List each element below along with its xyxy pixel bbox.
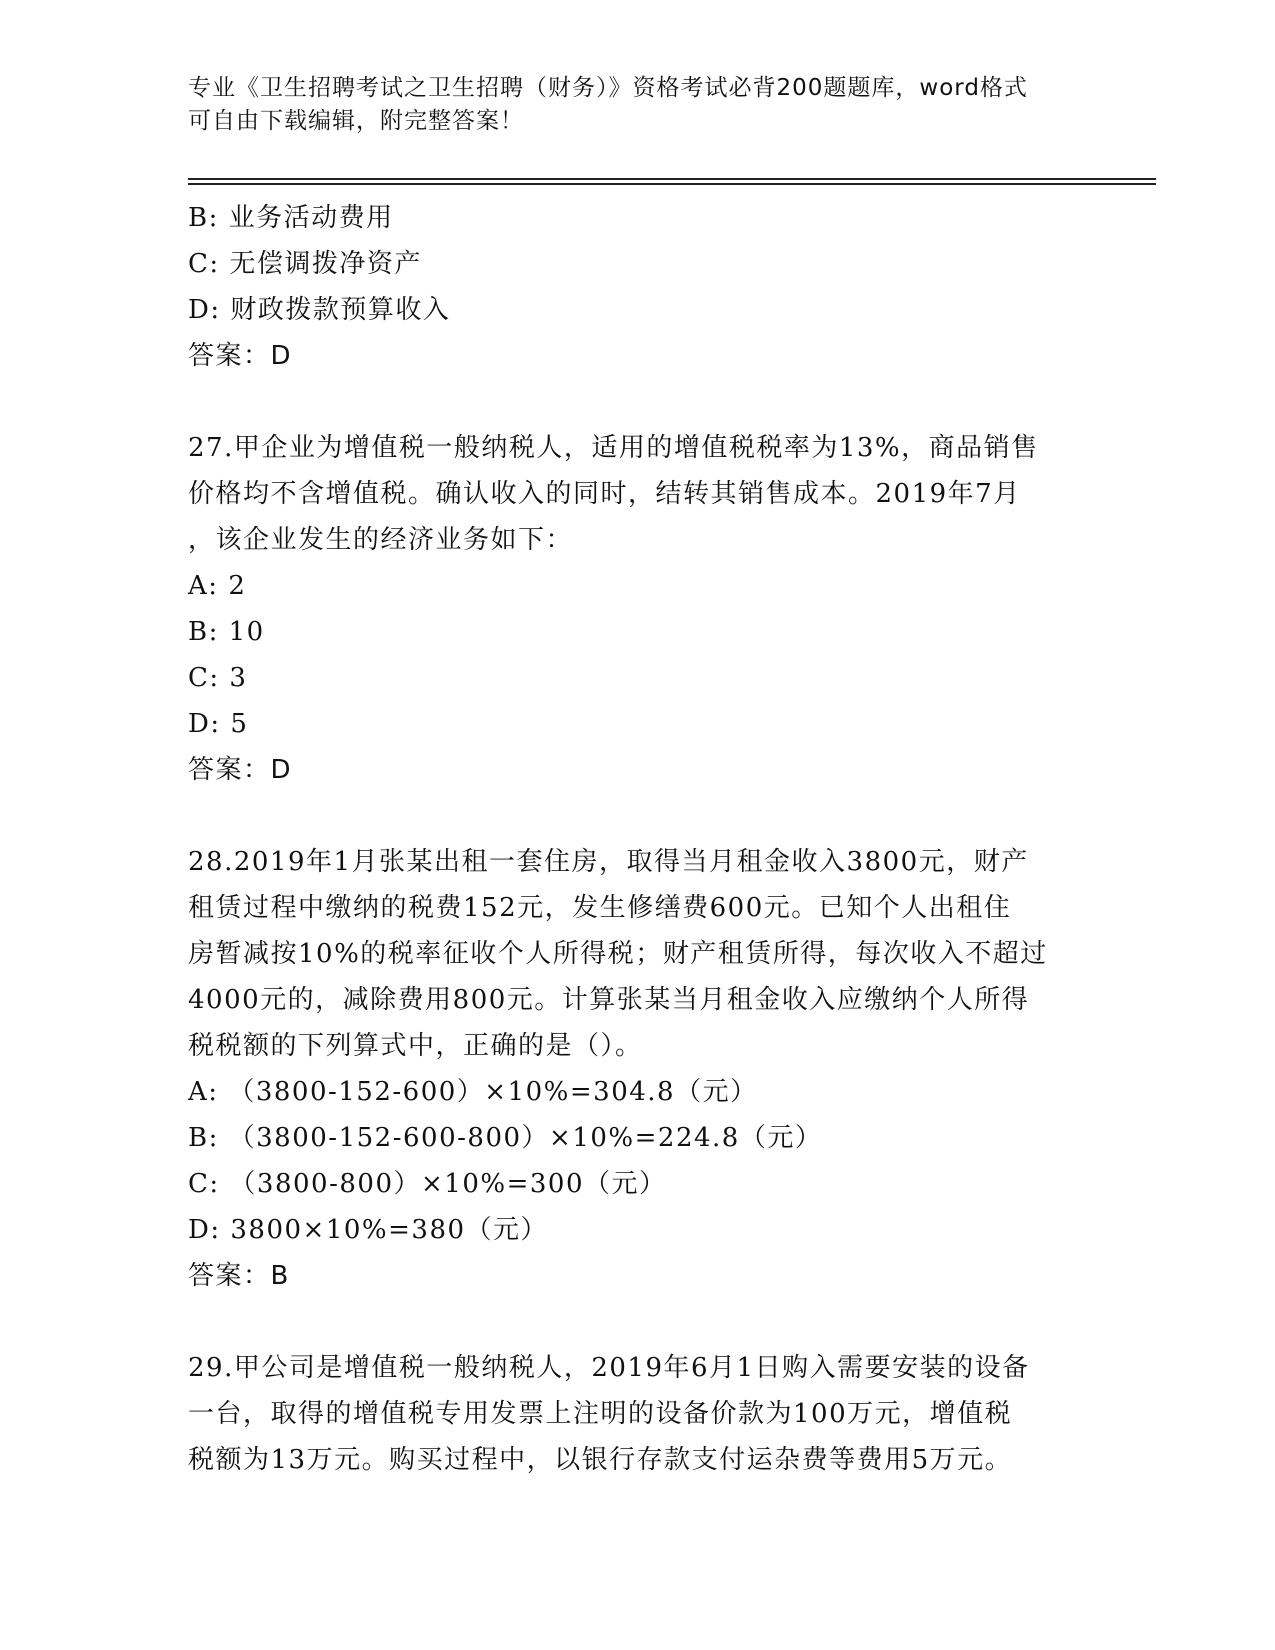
question-27 <box>188 425 1088 793</box>
option-label: C: <box>188 1169 220 1199</box>
question-stem-line: 一台，取得的增值税专用发票上注明的设备价款为100万元，增值税 <box>188 1399 1013 1429</box>
question-stem-line: 价格均不含增值税。确认收入的同时，结转其销售成本。2019年7月 <box>188 479 1021 509</box>
option-d <box>188 1207 1088 1253</box>
question-stem-line: 27.甲企业为增值税一般纳税人，适用的增值税税率为13%，商品销售 <box>188 433 1039 463</box>
option-label: D: <box>188 1215 221 1245</box>
option-text: （3800-152-600-800）×10%=224.8（元） <box>228 1123 823 1153</box>
question-29 <box>188 1345 1088 1483</box>
question-stem-line: 29.甲公司是增值税一般纳税人，2019年6月1日购入需要安装的设备 <box>188 1353 1030 1383</box>
option-label: C: <box>188 663 220 693</box>
option-text: 5 <box>230 709 249 739</box>
spacer <box>188 793 1088 839</box>
option-c <box>188 1161 1088 1207</box>
option-text: 3800×10%=380（元） <box>230 1215 549 1245</box>
option-b <box>188 195 1088 241</box>
option-text: 财政拨款预算收入 <box>230 295 451 325</box>
option-d <box>188 701 1088 747</box>
option-text: 业务活动费用 <box>228 203 394 233</box>
header-line-2: 可自由下载编辑，附完整答案！ <box>188 108 524 134</box>
option-c <box>188 241 1088 287</box>
option-b <box>188 1115 1088 1161</box>
header-rule-bottom <box>188 183 1156 185</box>
option-d <box>188 287 1088 333</box>
option-label: A: <box>188 1077 219 1107</box>
question-stem-line: ，该企业发生的经济业务如下： <box>188 525 574 555</box>
option-a <box>188 563 1088 609</box>
answer-line: 答案：D <box>188 755 293 785</box>
document-body <box>188 195 1088 1483</box>
header-line-1: 专业《卫生招聘考试之卫生招聘（财务）》资格考试必背200题题库，word格式 <box>188 75 1028 101</box>
question-stem-line: 税额为13万元。购买过程中，以银行存款支付运杂费等费用5万元。 <box>188 1445 1013 1475</box>
option-text: 3 <box>229 663 248 693</box>
option-text: （3800-800）×10%=300（元） <box>229 1169 667 1199</box>
option-a <box>188 1069 1088 1115</box>
spacer <box>188 1299 1088 1345</box>
option-label: B: <box>188 1123 219 1153</box>
option-text: 2 <box>228 571 247 601</box>
answer-line: 答案：B <box>188 1261 290 1291</box>
question-stem-line: 28.2019年1月张某出租一套住房，取得当月租金收入3800元，财产 <box>188 847 1029 877</box>
prev-question <box>188 195 1088 379</box>
option-text: 10 <box>228 617 265 647</box>
option-label: C: <box>188 249 220 279</box>
question-stem-line: 租赁过程中缴纳的税费152元，发生修缮费600元。已知个人出租住 <box>188 893 1012 923</box>
option-label: B: <box>188 617 219 647</box>
document-header <box>188 72 1078 138</box>
question-stem-line: 税税额的下列算式中，正确的是（）。 <box>188 1031 643 1061</box>
option-label: B: <box>188 203 219 233</box>
question-stem-line: 房暂减按10%的税率征收个人所得税；财产租赁所得，每次收入不超过 <box>188 939 1048 969</box>
header-rule-top <box>188 178 1156 180</box>
option-label: D: <box>188 295 221 325</box>
question-28 <box>188 839 1088 1299</box>
spacer <box>188 379 1088 425</box>
question-stem-line: 4000元的，减除费用800元。计算张某当月租金收入应缴纳个人所得 <box>188 985 1030 1015</box>
answer-line: 答案：D <box>188 341 293 371</box>
option-text: （3800-152-600）×10%=304.8（元） <box>228 1077 758 1107</box>
option-c <box>188 655 1088 701</box>
option-label: D: <box>188 709 221 739</box>
option-text: 无偿调拨净资产 <box>229 249 422 279</box>
option-b <box>188 609 1088 655</box>
option-label: A: <box>188 571 219 601</box>
